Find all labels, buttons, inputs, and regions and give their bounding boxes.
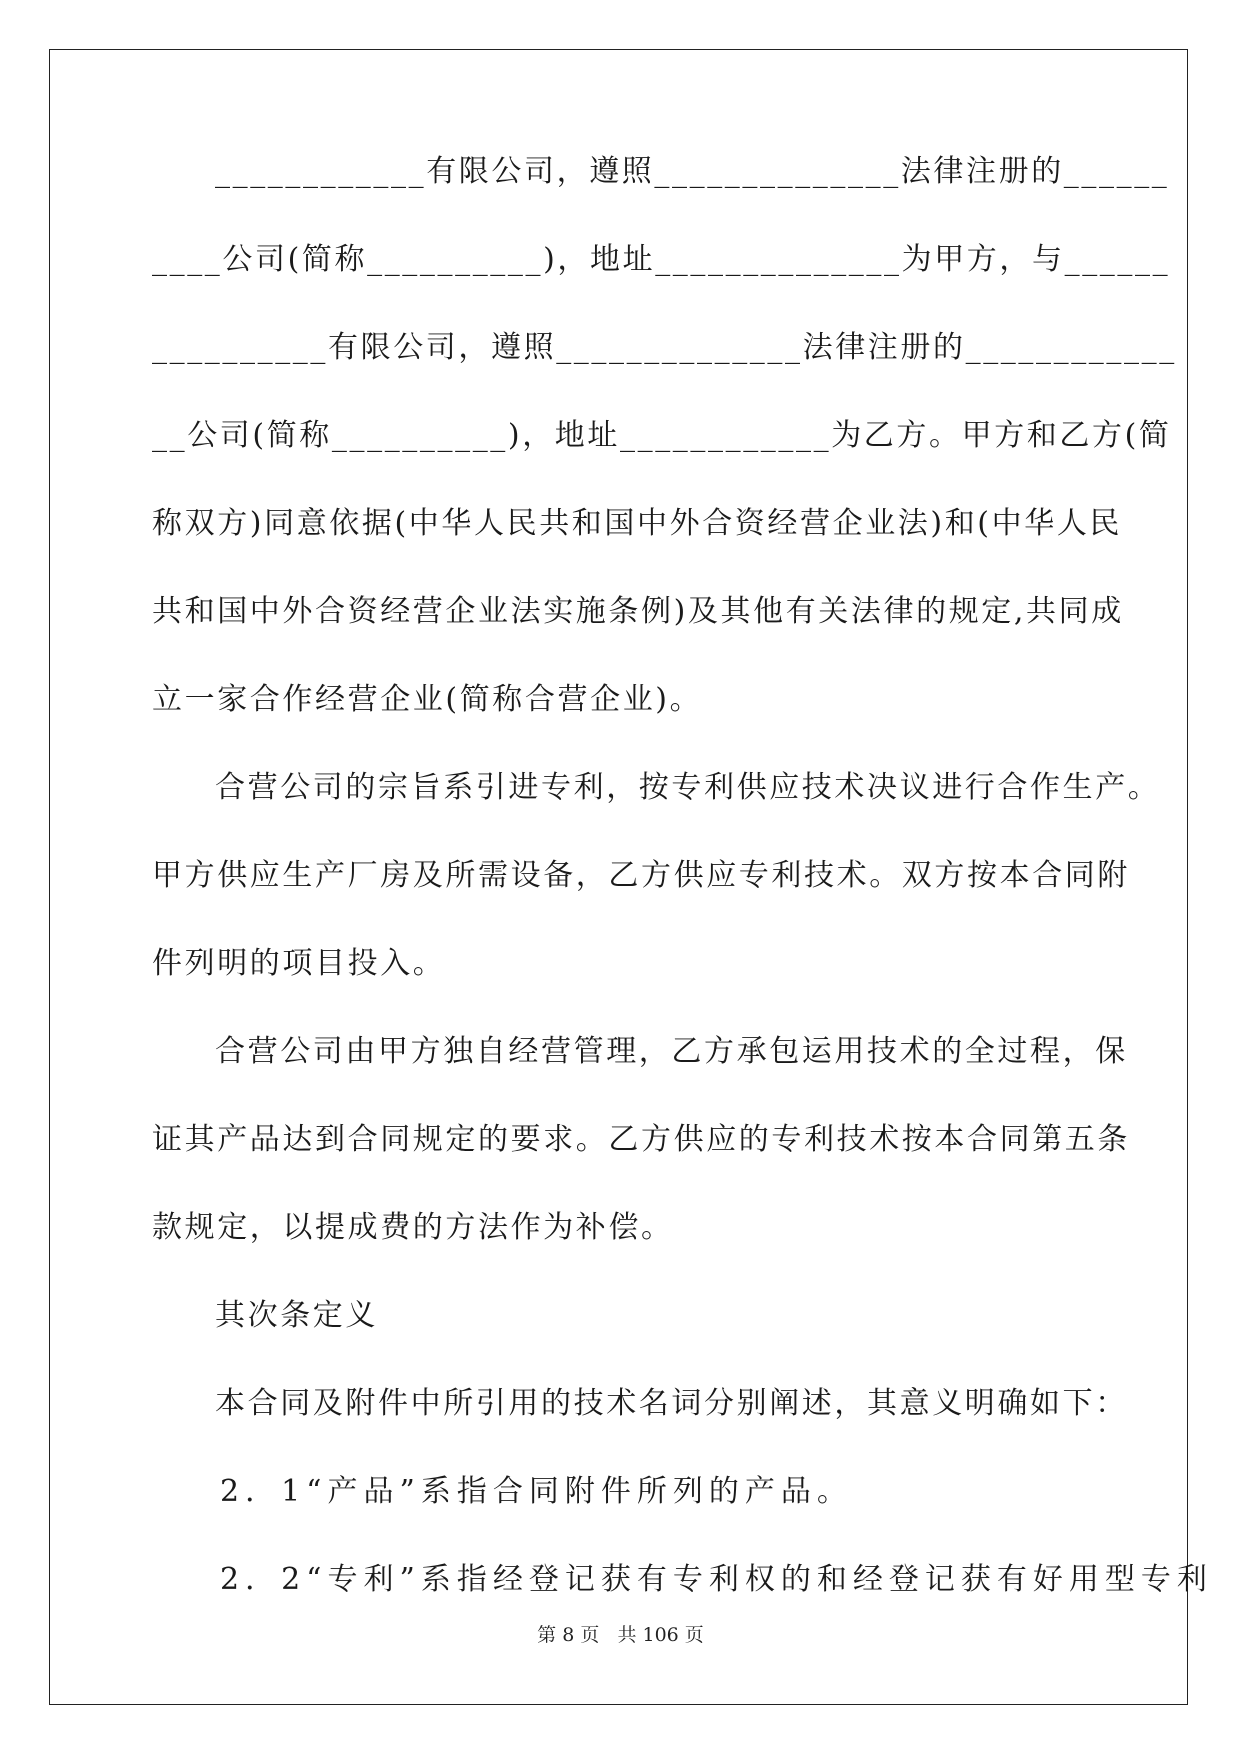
text-line: __公司(简称__________)，地址____________为乙方。甲方和乙方(简 <box>152 418 1172 453</box>
text-line: 立一家合作经营企业(简称合营企业)。 <box>152 682 703 717</box>
section-heading: 其次条定义 <box>215 1298 378 1333</box>
text-line: 证其产品达到合同规定的要求。乙方供应的专利技术按本合同第五条 <box>152 1122 1130 1157</box>
text-line: 合营公司的宗旨系引进专利，按专利供应技术决议进行合作生产。 <box>215 770 1161 805</box>
text-line: 共和国中外合资经营企业法实施条例)及其他有关法律的规定,共同成 <box>152 594 1124 629</box>
text-line: ____公司(简称__________)，地址______________为甲方，与______ <box>152 242 1171 277</box>
text-line: 本合同及附件中所引用的技术名词分别阐述，其意义明确如下： <box>215 1386 1128 1421</box>
numbered-item: 2．1“产品”系指合同附件所列的产品。 <box>220 1474 853 1509</box>
text-line: ____________有限公司，遵照______________法律注册的______ <box>215 154 1170 189</box>
numbered-item: 2．2“专利”系指经登记获有专利权的和经登记获有好用型专利 <box>220 1562 1213 1597</box>
text-line: 称双方)同意依据(中华人民共和国中外合资经营企业法)和(中华人民 <box>152 506 1123 541</box>
text-line: 件列明的项目投入。 <box>152 946 446 981</box>
text-line: 合营公司由甲方独自经营管理，乙方承包运用技术的全过程，保 <box>215 1034 1128 1069</box>
text-line: __________有限公司，遵照______________法律注册的____________ <box>152 330 1177 365</box>
text-line: 甲方供应生产厂房及所需设备，乙方供应专利技术。双方按本合同附 <box>152 858 1130 893</box>
text-line: 款规定，以提成费的方法作为补偿。 <box>152 1210 674 1245</box>
page-number-footer: 第 8 页 共 106 页 <box>537 1624 704 1646</box>
